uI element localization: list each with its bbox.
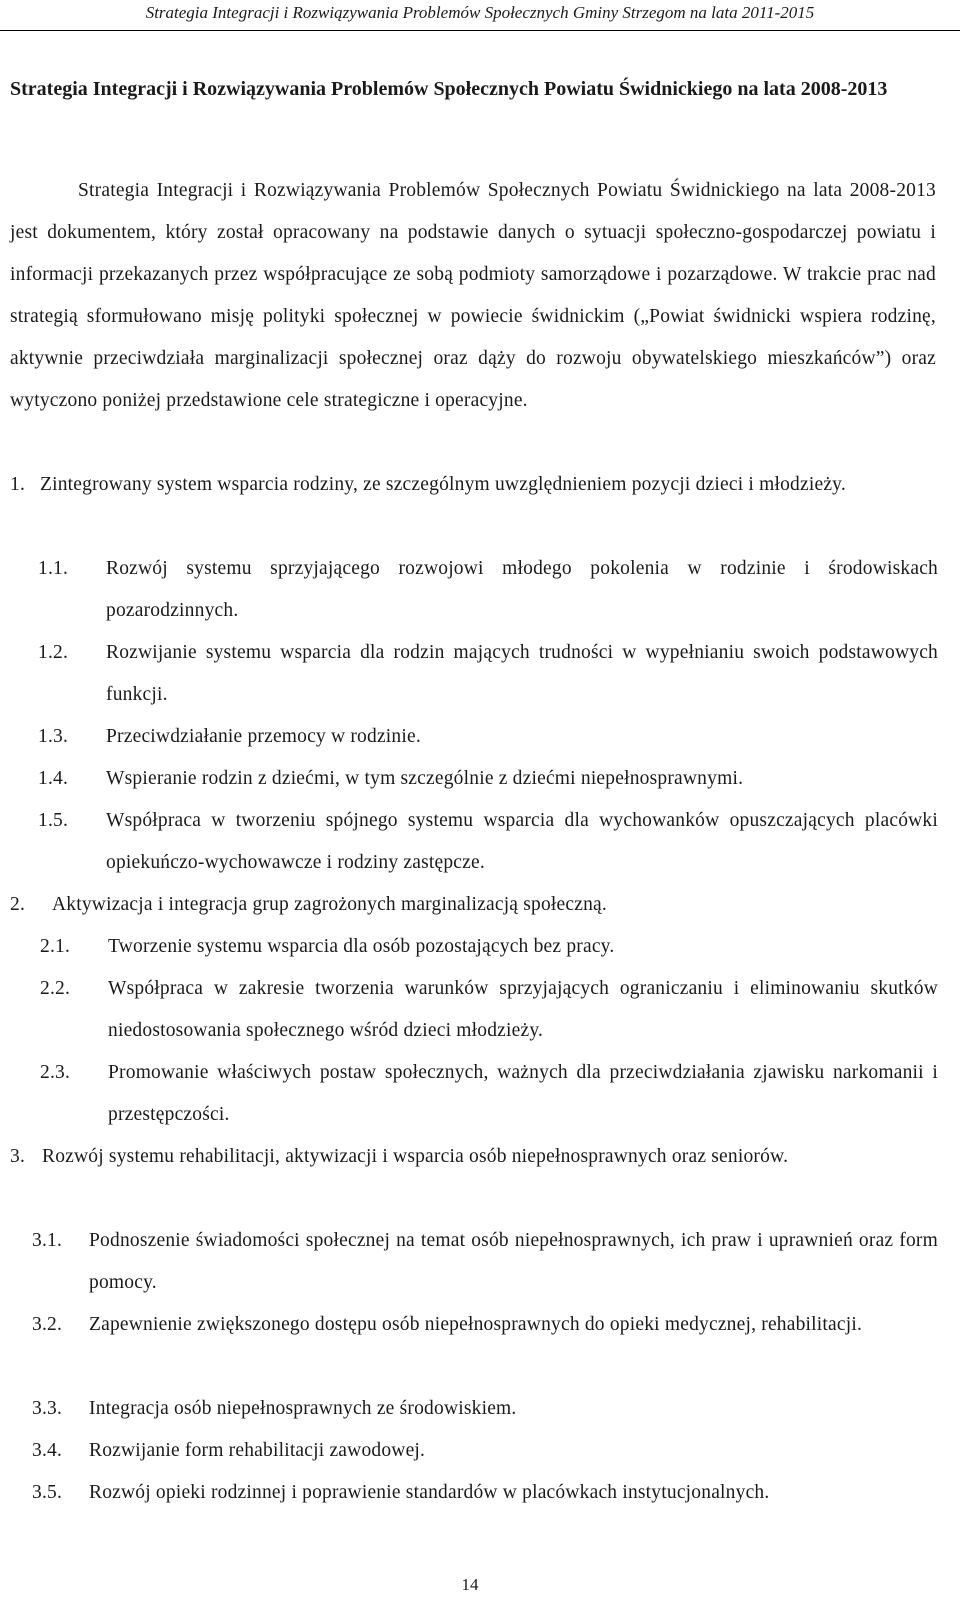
goal-3	[10, 1136, 936, 1178]
goal-number: 2.	[10, 894, 26, 915]
subgoal-text: Integracja osób niepełnosprawnych ze środowiskiem.	[89, 1398, 517, 1419]
intro-paragraph: Strategia Integracji i Rozwiązywania Problemów Społecznych Powiatu Świdnickiego na lata 2008-2013 jest dokumentem, który został opracowany na podstawie danych o sytuacji społeczno-gospodarczej powiatu i informacji przekazanych przez współpracujące ze sobą podmioty samorządowe i pozarządowe. W trakcie prac nad strategią sformułowano misję polityki społecznej w powiecie świdnickim („Powiat świdnicki wspiera rodzinę, aktywnie przeciwdziała marginalizacji społecznej oraz dąży do rozwoju obywatelskiego mieszkańców”) oraz wytyczono poniżej przedstawione cele strategiczne i operacyjne.	[10, 180, 936, 411]
subgoal-1-3	[38, 716, 938, 758]
subgoal-text: Promowanie właściwych postaw społecznych, ważnych dla przeciwdziałania zjawisku narkomanii i przestępczości.	[108, 1062, 938, 1125]
subgoal-text: Wspieranie rodzin z dziećmi, w tym szczególnie z dziećmi niepełnosprawnymi.	[106, 768, 744, 789]
subgoal-number: 3.3.	[32, 1398, 63, 1419]
subgoal-text: Współpraca w tworzeniu spójnego systemu wsparcia dla wychowanków opuszczających placówki opiekuńczo-wychowawcze i rodziny zastępcze.	[106, 810, 938, 873]
subgoal-2-2	[40, 968, 938, 1052]
subgoal-number: 2.2.	[40, 978, 71, 999]
goal-text: Rozwój systemu rehabilitacji, aktywizacji i wsparcia osób niepełnosprawnych oraz seniorów.	[42, 1146, 789, 1167]
subgoal-number: 3.5.	[32, 1482, 63, 1503]
section-heading: Strategia Integracji i Rozwiązywania Problemów Społecznych Powiatu Świdnickiego na lata 2008-2013	[10, 78, 888, 100]
subgoal-number: 1.1.	[38, 558, 69, 579]
subgoal-number: 2.3.	[40, 1062, 71, 1083]
goal-number: 3.	[10, 1146, 26, 1167]
subgoal-text: Rozwijanie systemu wsparcia dla rodzin mających trudności w wypełnianiu swoich podstawowych funkcji.	[106, 642, 938, 705]
subgoal-3-3	[32, 1388, 938, 1430]
subgoal-text: Przeciwdziałanie przemocy w rodzinie.	[106, 726, 421, 747]
goal-text: Zintegrowany system wsparcia rodziny, ze szczególnym uwzględnieniem pozycji dzieci i młodzieży.	[40, 474, 846, 495]
subgoal-text: Rozwijanie form rehabilitacji zawodowej.	[89, 1440, 426, 1461]
subgoal-3-2	[32, 1304, 938, 1346]
subgoal-number: 3.2.	[32, 1314, 63, 1335]
subgoal-number: 2.1.	[40, 936, 71, 957]
running-header: Strategia Integracji i Rozwiązywania Problemów Społecznych Gminy Strzegom na lata 2011-2015	[145, 3, 815, 22]
subgoal-1-1	[38, 548, 938, 632]
goal-number: 1.	[10, 474, 26, 495]
subgoal-3-1	[32, 1220, 938, 1304]
subgoal-text: Współpraca w zakresie tworzenia warunków sprzyjających ograniczaniu i eliminowaniu skutków niedostosowania społecznego wśród dzieci młodzieży.	[108, 978, 938, 1041]
subgoal-number: 3.1.	[32, 1230, 63, 1251]
subgoal-number: 1.4.	[38, 768, 69, 789]
subgoal-number: 1.3.	[38, 726, 69, 747]
subgoal-text: Zapewnienie zwiększonego dostępu osób niepełnosprawnych do opieki medycznej, rehabilitacji.	[89, 1314, 863, 1335]
subgoal-text: Rozwój opieki rodzinnej i poprawienie standardów w placówkach instytucjonalnych.	[89, 1482, 770, 1503]
subgoal-2-1	[40, 926, 938, 968]
subgoal-3-5	[32, 1472, 938, 1514]
subgoal-text: Tworzenie systemu wsparcia dla osób pozostających bez pracy.	[108, 936, 615, 957]
subgoal-3-4	[32, 1430, 938, 1472]
subgoal-1-2	[38, 632, 938, 716]
subgoal-number: 1.5.	[38, 810, 69, 831]
page-number: 14	[461, 1575, 479, 1594]
goal-2	[10, 884, 936, 926]
subgoal-1-5	[38, 800, 938, 884]
subgoal-number: 3.4.	[32, 1440, 63, 1461]
subgoal-2-3	[40, 1052, 938, 1136]
header-rule	[0, 30, 960, 31]
subgoal-text: Rozwój systemu sprzyjającego rozwojowi młodego pokolenia w rodzinie i środowiskach pozarodzinnych.	[106, 558, 938, 621]
subgoal-number: 1.2.	[38, 642, 69, 663]
goal-text: Aktywizacja i integracja grup zagrożonych marginalizacją społeczną.	[52, 894, 607, 915]
goal-1	[10, 464, 936, 506]
subgoal-text: Podnoszenie świadomości społecznej na temat osób niepełnosprawnych, ich praw i uprawnień oraz form pomocy.	[89, 1230, 938, 1293]
subgoal-1-4	[38, 758, 938, 800]
